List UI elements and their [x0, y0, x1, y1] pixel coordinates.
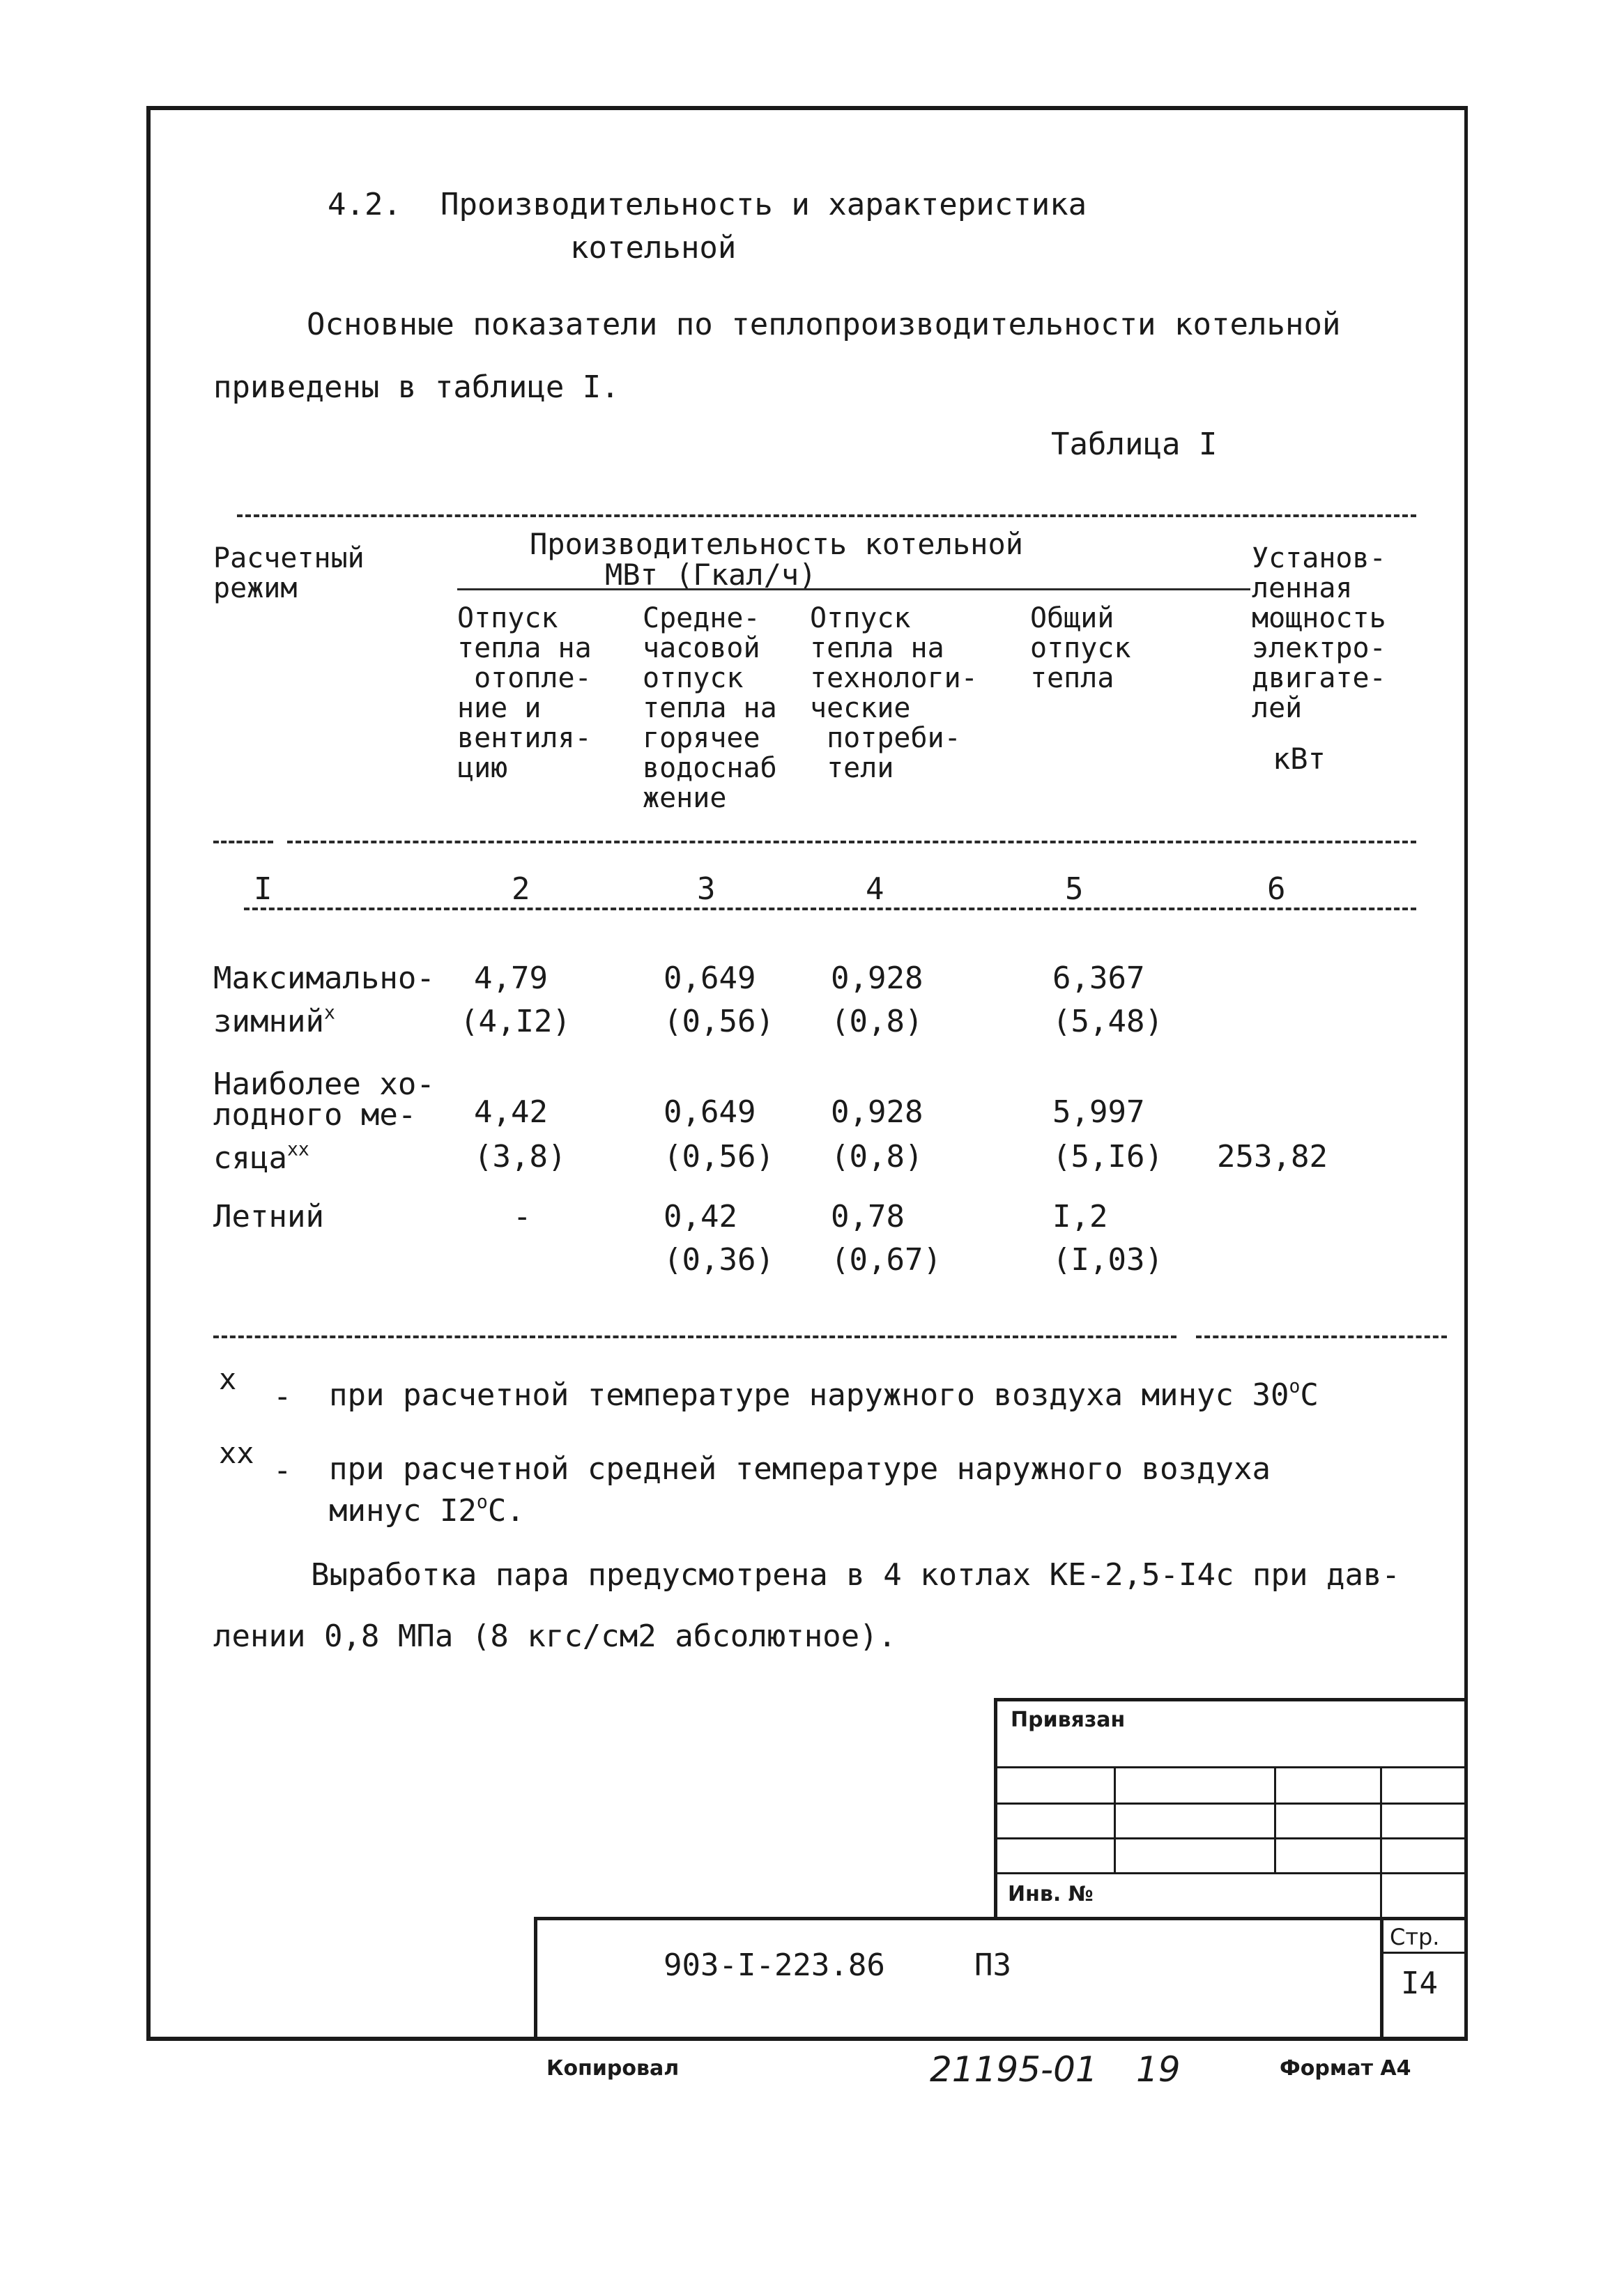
format-label: Формат А4: [1280, 2056, 1411, 2081]
row3-total: I,2: [1052, 1199, 1108, 1234]
row3-mode-line1: Летний: [213, 1199, 324, 1234]
footnote-1-dash: -: [273, 1379, 292, 1414]
row3-technological-gcal: (0,67): [831, 1242, 942, 1278]
stamp-doc-type: ПЗ: [974, 1947, 1011, 1983]
copied-label: Копировал: [546, 2056, 680, 2081]
stamp-doc-code: 903-I-223.86: [664, 1947, 885, 1983]
stamp-line: [994, 1766, 1468, 1768]
intro-line1: Основные показатели по теплопроизводительности котельной: [307, 307, 1341, 342]
row2-total: 5,997: [1052, 1094, 1145, 1130]
col-header-unit-kw: кВт: [1273, 742, 1326, 776]
row2-technological-gcal: (0,8): [831, 1139, 923, 1174]
col-header-power: Установ- ленная мощность электро- двигате- лей: [1252, 542, 1386, 724]
stamp-line: [1274, 1766, 1276, 1874]
row1-hotwater: 0,649: [664, 961, 756, 996]
stamp-line: [994, 1698, 1468, 1701]
row3-heating: -: [513, 1199, 532, 1234]
group-header-rule: [457, 588, 1250, 590]
row1-technological: 0,928: [831, 961, 923, 996]
stamp-inv-label: Инв. №: [1008, 1882, 1094, 1906]
row1-heating: 4,79: [474, 961, 548, 996]
row2-installed-power: 253,82: [1217, 1139, 1328, 1174]
col-number-6: 6: [1267, 871, 1286, 907]
table-bottom-rule-a: [213, 1335, 1176, 1338]
stamp-linked-label: Привязан: [1011, 1708, 1126, 1732]
header-bottom-rule-a: [213, 841, 273, 843]
row2-mode-line3: сяца$^{xx}$: [213, 1138, 309, 1176]
col-header-total: Общий отпуск тепла: [1030, 602, 1131, 694]
row3-total-gcal: (I,03): [1052, 1242, 1163, 1278]
col-header-heating: Отпуск тепла на отопле- ние и вентиля- цию: [457, 602, 592, 784]
row3-hotwater-gcal: (0,36): [664, 1242, 774, 1278]
section-number: 4.2.: [328, 187, 401, 222]
header-bottom-rule-b: [287, 841, 1416, 843]
col-header-mode: Расчетный режим: [213, 542, 365, 604]
row3-hotwater: 0,42: [664, 1199, 737, 1234]
row1-heating-gcal: (4,I2): [460, 1004, 571, 1039]
row1-mode-line2: зимний$^x$: [213, 1002, 335, 1039]
row1-total: 6,367: [1052, 961, 1145, 996]
footnote-2-text2: минус I2$^o$C.: [329, 1491, 525, 1529]
row1-technological-gcal: (0,8): [831, 1004, 923, 1039]
stamp-line: [994, 1837, 1468, 1839]
stamp-line: [1380, 1917, 1383, 2041]
stamp-page-label: Стр.: [1390, 1924, 1440, 1950]
col-header-hotwater: Средне- часовой отпуск тепла на горячее водоснаб жение: [643, 602, 777, 814]
footnote-2-text: при расчетной средней температуре наружного воздуха: [329, 1451, 1271, 1487]
footnote-1-mark: x: [219, 1362, 237, 1396]
row1-hotwater-gcal: (0,56): [664, 1004, 774, 1039]
col-number-5: 5: [1065, 871, 1084, 907]
row1-total-gcal: (5,48): [1052, 1004, 1163, 1039]
row2-mode-line2: лодного ме-: [213, 1097, 417, 1133]
col-number-2: 2: [512, 871, 530, 907]
col-number-4: 4: [866, 871, 884, 907]
footnote-2-dash: -: [273, 1453, 292, 1488]
row2-hotwater: 0,649: [664, 1094, 756, 1130]
row2-total-gcal: (5,I6): [1052, 1139, 1163, 1174]
closing-line1: Выработка пара предусмотрена в 4 котлах КЕ-2,5-I4с при дав-: [311, 1557, 1400, 1593]
stamp-line: [1380, 1766, 1382, 1920]
stamp-line: [994, 1803, 1468, 1805]
handwritten-number: 21195-01: [930, 2049, 1098, 2090]
table-bottom-rule-b: [1196, 1335, 1447, 1338]
row2-mode-line1: Наиболее хо-: [213, 1066, 435, 1102]
stamp-page-number: I4: [1401, 1966, 1438, 2001]
footnote-2-mark: xx: [219, 1436, 254, 1470]
section-title-line1: Производительность и характеристика: [440, 187, 1087, 222]
row2-hotwater-gcal: (0,56): [664, 1139, 774, 1174]
stamp-line: [1114, 1766, 1116, 1874]
closing-line2: лении 0,8 МПа (8 кгс/см2 абсолютное).: [213, 1618, 897, 1654]
section-title-line2: котельной: [570, 230, 737, 266]
col-header-technological: Отпуск тепла на технологи- ческие потреби- тели: [810, 602, 978, 784]
handwritten-sheet: 19: [1136, 2049, 1181, 2090]
table-caption: Таблица I: [1051, 427, 1218, 462]
row2-heating: 4,42: [474, 1094, 548, 1130]
group-header-line1: Производительность котельной: [530, 527, 1024, 561]
stamp-line: [994, 1698, 997, 1920]
footnote-1-text: при расчетной температуре наружного воздуха минус 30$^o$C: [329, 1375, 1319, 1413]
col-number-3: 3: [697, 871, 716, 907]
row2-technological: 0,928: [831, 1094, 923, 1130]
intro-line2: приведены в таблице I.: [213, 369, 620, 405]
group-header-line2: МВт (Гкал/ч): [605, 558, 817, 592]
stamp-line: [1380, 1952, 1468, 1954]
row2-heating-gcal: (3,8): [474, 1139, 567, 1174]
stamp-line: [534, 1917, 537, 2041]
table-top-rule: [237, 514, 1416, 517]
stamp-line: [534, 1917, 1468, 1920]
row1-mode-line1: Максимально-: [213, 961, 435, 996]
stamp-line: [994, 1872, 1468, 1874]
col-number-1: I: [254, 871, 273, 907]
col-number-rule: [244, 908, 1416, 910]
row3-technological: 0,78: [831, 1199, 905, 1234]
